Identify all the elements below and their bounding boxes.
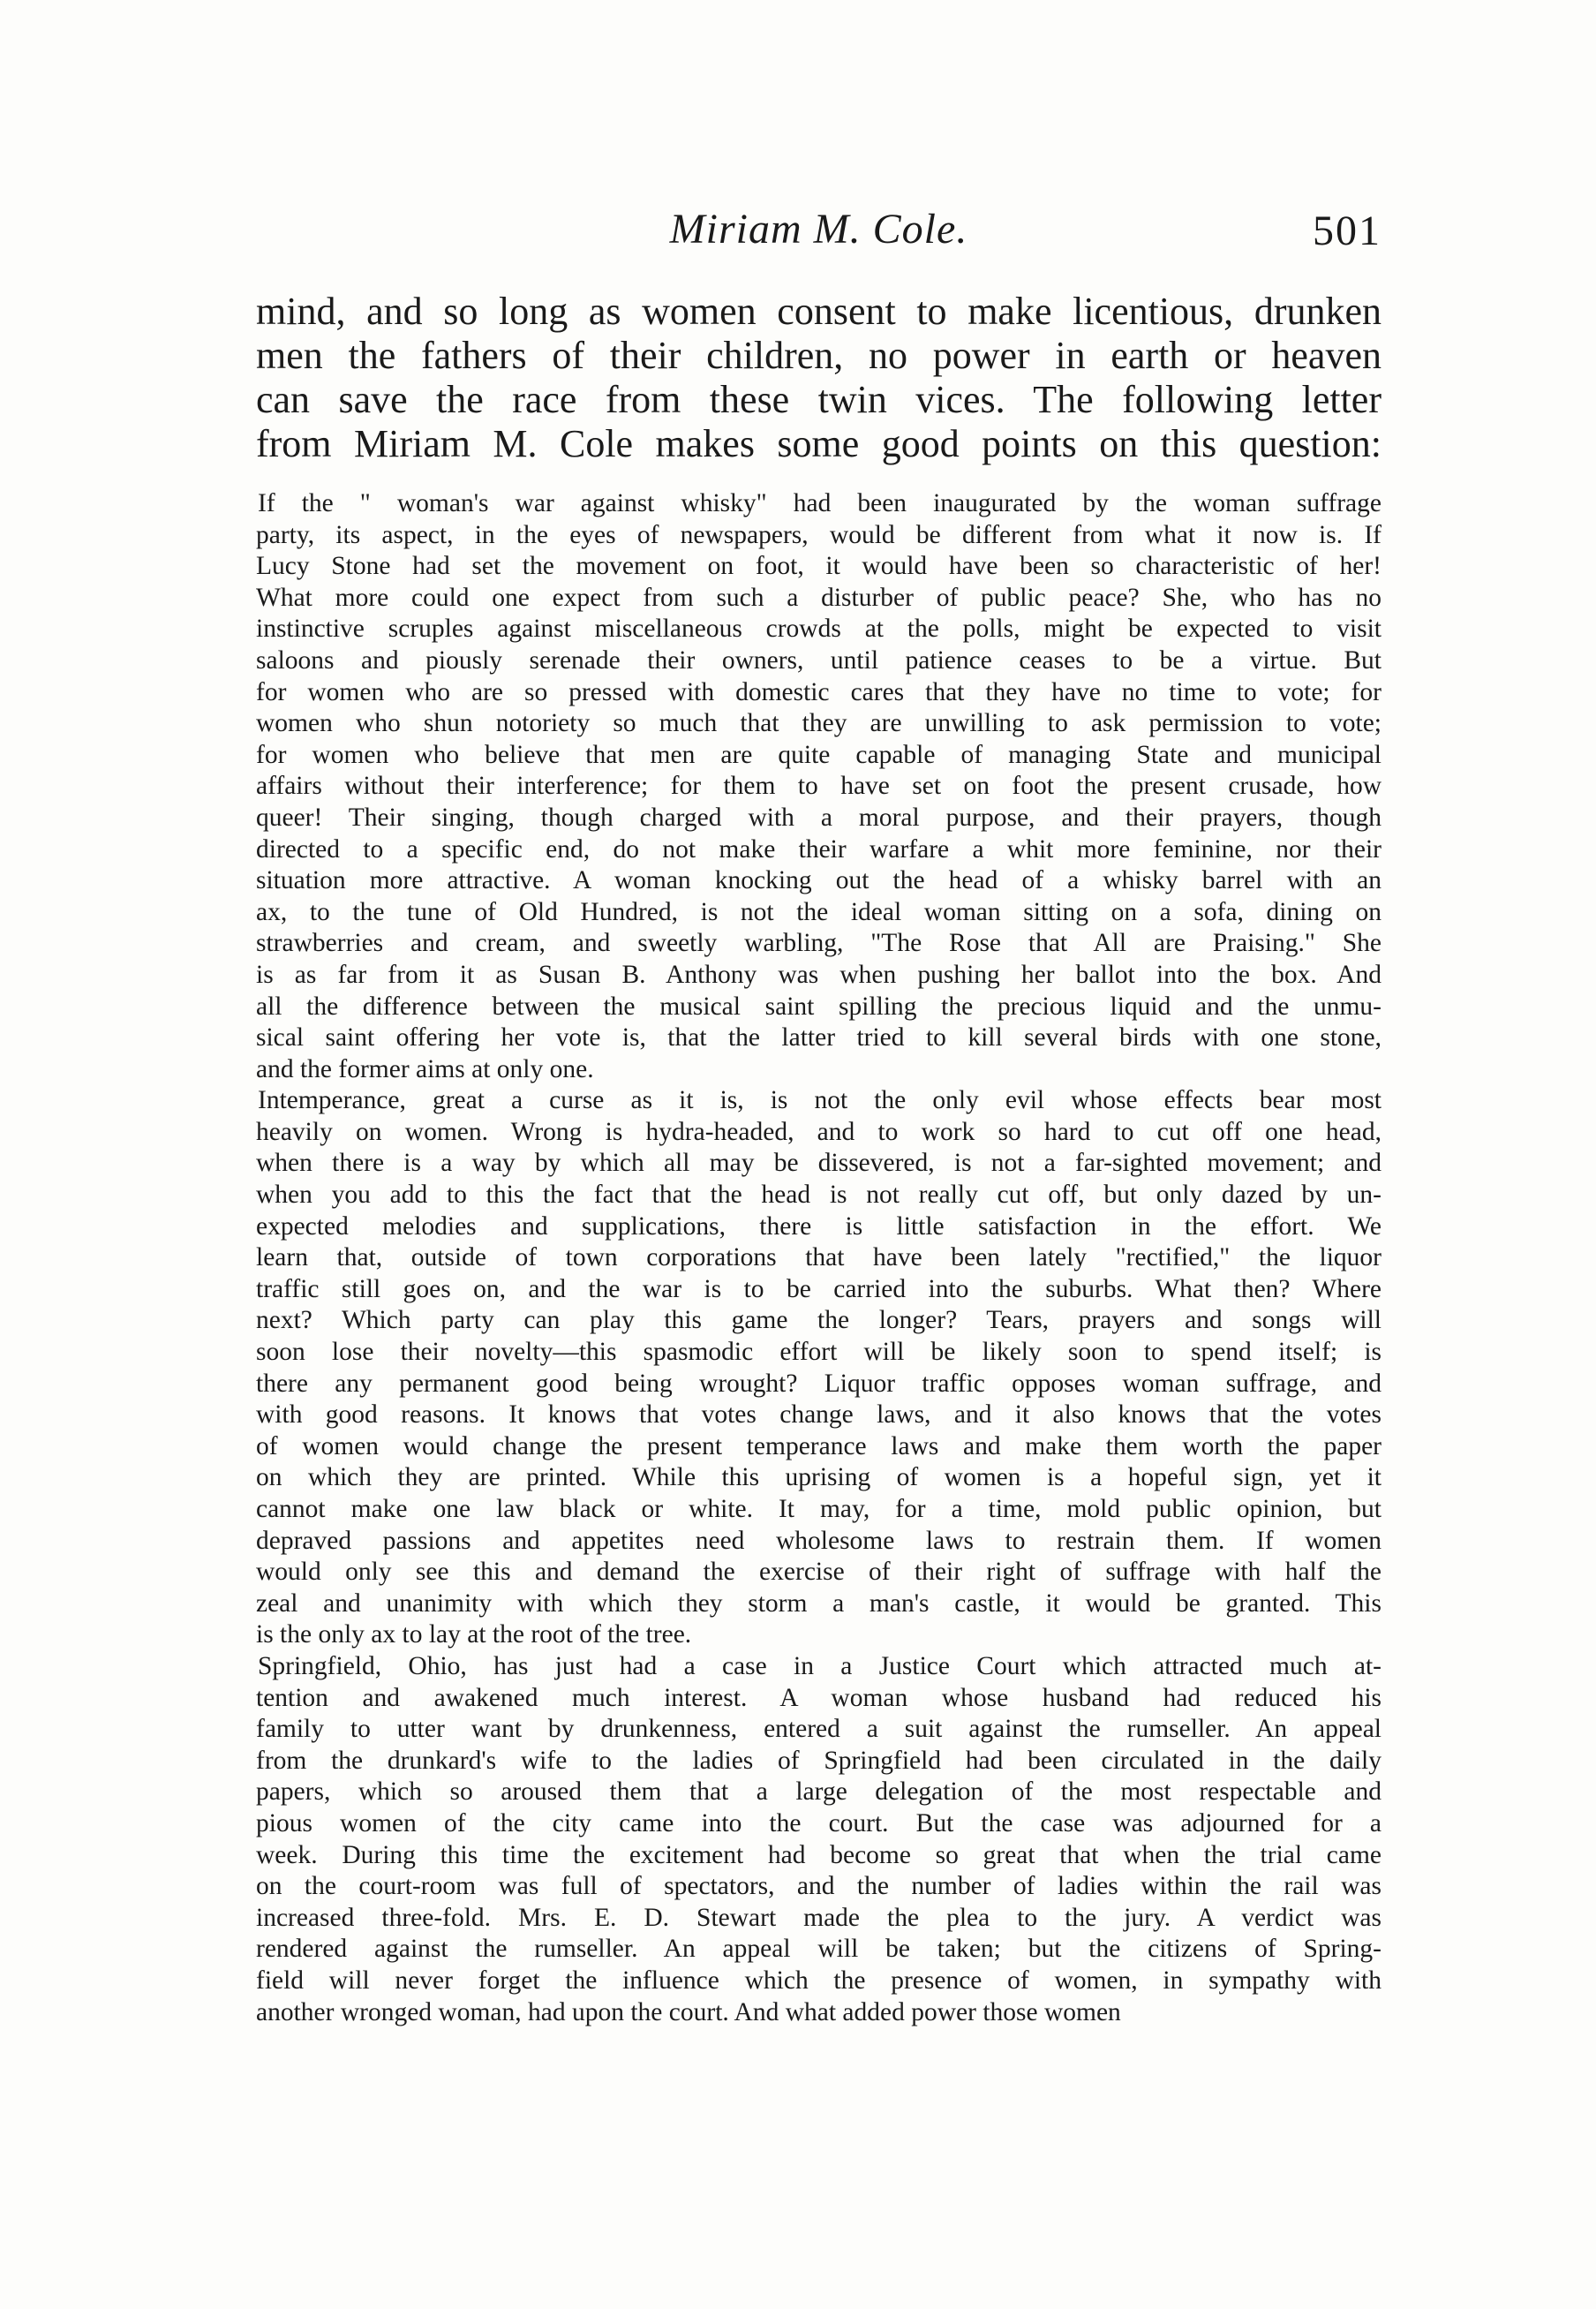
text-line: depraved passions and appetites need wholesome laws to restrain them. If women — [256, 1526, 1381, 1555]
text-line: pious women of the city came into the court. But the case was adjourned for a — [256, 1808, 1381, 1837]
lead-line: men the fathers of their children, no power in earth or heaven — [256, 334, 1381, 377]
text-line: of women would change the present temperance laws and make them worth the paper — [256, 1431, 1381, 1460]
text-line: instinctive scruples against miscellaneous crowds at the polls, might be expected to visit — [256, 615, 1381, 644]
lead-paragraph — [256, 290, 1381, 466]
text-line: would only see this and demand the exercise of their right of suffrage with half the — [256, 1558, 1381, 1587]
text-line: on the court-room was full of spectators, and the number of ladies within the rail was — [256, 1872, 1381, 1901]
text-line: queer! Their singing, though charged with a moral purpose, and their prayers, though — [256, 803, 1381, 832]
text-line: family to utter want by drunkenness, entered a suit against the rumseller. An appeal — [256, 1715, 1381, 1744]
quoted-letter — [256, 488, 1381, 2028]
text-line: there any permanent good being wrought? Liquor traffic opposes woman suffrage, and — [256, 1369, 1381, 1398]
text-line: sical saint offering her vote is, that the latter tried to kill several birds with one stone, — [256, 1023, 1381, 1053]
text-line: from the drunkard's wife to the ladies of Springfield had been circulated in the daily — [256, 1746, 1381, 1775]
letter-paragraph — [256, 1651, 1381, 2028]
text-line: Intemperance, great a curse as it is, is not the only evil whose effects bear most — [258, 1086, 1381, 1115]
text-line: heavily on women. Wrong is hydra-headed, and to work so hard to cut off one head, — [256, 1117, 1381, 1146]
lead-line: can save the race from these twin vices. The following letter — [256, 378, 1381, 421]
text-line: expected melodies and supplications, there is little satisfaction in the effort. We — [256, 1211, 1381, 1241]
text-line: women who shun notoriety so much that they are unwilling to ask permission to vote; — [256, 709, 1381, 738]
text-line: Springfield, Ohio, has just had a case in a Justice Court which attracted much at- — [258, 1651, 1381, 1680]
text-line: and the former aims at only one. — [256, 1054, 594, 1083]
text-line: for women who are so pressed with domestic cares that they have no time to vote; for — [256, 677, 1381, 706]
text-line: cannot make one law black or white. It may, for a time, mold public opinion, but — [256, 1495, 1381, 1523]
text-line: field will never forget the influence which the presence of women, in sympathy with — [256, 1966, 1381, 1995]
text-line: is as far from it as Susan B. Anthony was when pushing her ballot into the box. And — [256, 960, 1381, 989]
text-line: directed to a specific end, do not make their warfare a whit more feminine, nor their — [256, 834, 1381, 864]
text-line: ax, to the tune of Old Hundred, is not the ideal woman sitting on a sofa, dining on — [256, 897, 1381, 926]
text-line: Lucy Stone had set the movement on foot, it would have been so characteristic of her! — [256, 552, 1381, 581]
letter-paragraph — [256, 1085, 1381, 1651]
text-line: soon lose their novelty—this spasmodic effort will be likely soon to spend itself; is — [256, 1338, 1381, 1367]
text-line: next? Which party can play this game the longer? Tears, prayers and songs will — [256, 1306, 1381, 1335]
text-line: week. During this time the excitement had become so great that when the trial came — [256, 1840, 1381, 1869]
text-line: learn that, outside of town corporations that have been lately "rectified," the liquor — [256, 1243, 1381, 1272]
text-line: situation more attractive. A woman knocking out the head of a whisky barrel with an — [256, 866, 1381, 895]
text-line: is the only ax to lay at the root of the tree. — [256, 1620, 692, 1649]
text-line: increased three-fold. Mrs. E. D. Stewart made the plea to the jury. A verdict was — [256, 1903, 1381, 1932]
text-line: party, its aspect, in the eyes of newspapers, would be different from what it now is. If — [256, 520, 1381, 549]
lead-line: mind, and so long as women consent to make licentious, drunken — [256, 290, 1381, 333]
text-line: If the " woman's war against whisky" had been inaugurated by the woman suffrage — [258, 489, 1381, 517]
text-line: zeal and unanimity with which they storm a man's castle, it would be granted. This — [256, 1588, 1381, 1618]
text-line: tention and awakened much interest. A woman whose husband had reduced his — [256, 1683, 1381, 1712]
text-line: on which they are printed. While this uprising of women is a hopeful sign, yet it — [256, 1463, 1381, 1492]
text-line: rendered against the rumseller. An appeal will be taken; but the citizens of Spring- — [256, 1935, 1381, 1964]
page-number: 501 — [1313, 208, 1381, 254]
text-line: strawberries and cream, and sweetly warbling, "The Rose that All are Praising." She — [256, 929, 1381, 958]
text-line: another wronged woman, had upon the court. And what added power those women — [256, 1997, 1121, 2026]
text-line: for women who believe that men are quite capable of managing State and municipal — [256, 740, 1381, 769]
text-line: What more could one expect from such a disturber of public peace? She, who has no — [256, 583, 1381, 612]
text-line: all the difference between the musical saint spilling the precious liquid and the unmu- — [256, 992, 1381, 1021]
running-title: Miriam M. Cole. — [669, 206, 968, 253]
text-line: saloons and piously serenade their owners, until patience ceases to be a virtue. But — [256, 645, 1381, 675]
text-line: when there is a way by which all may be dissevered, is not a far-sighted movement; and — [256, 1149, 1381, 1178]
text-line: papers, which so aroused them that a large delegation of the most respectable and — [256, 1777, 1381, 1807]
text-line: traffic still goes on, and the war is to be carried into the suburbs. What then? Where — [256, 1274, 1381, 1303]
lead-line: from Miriam M. Cole makes some good points on this question: — [256, 422, 1381, 465]
letter-paragraph — [256, 488, 1381, 1085]
text-line: with good reasons. It knows that votes change laws, and it also knows that the votes — [256, 1400, 1381, 1430]
text-line: affairs without their interference; for them to have set on foot the present crusade, how — [256, 772, 1381, 801]
running-head — [256, 205, 1381, 267]
text-line: when you add to this the fact that the head is not really cut off, but only dazed by un- — [256, 1181, 1381, 1210]
